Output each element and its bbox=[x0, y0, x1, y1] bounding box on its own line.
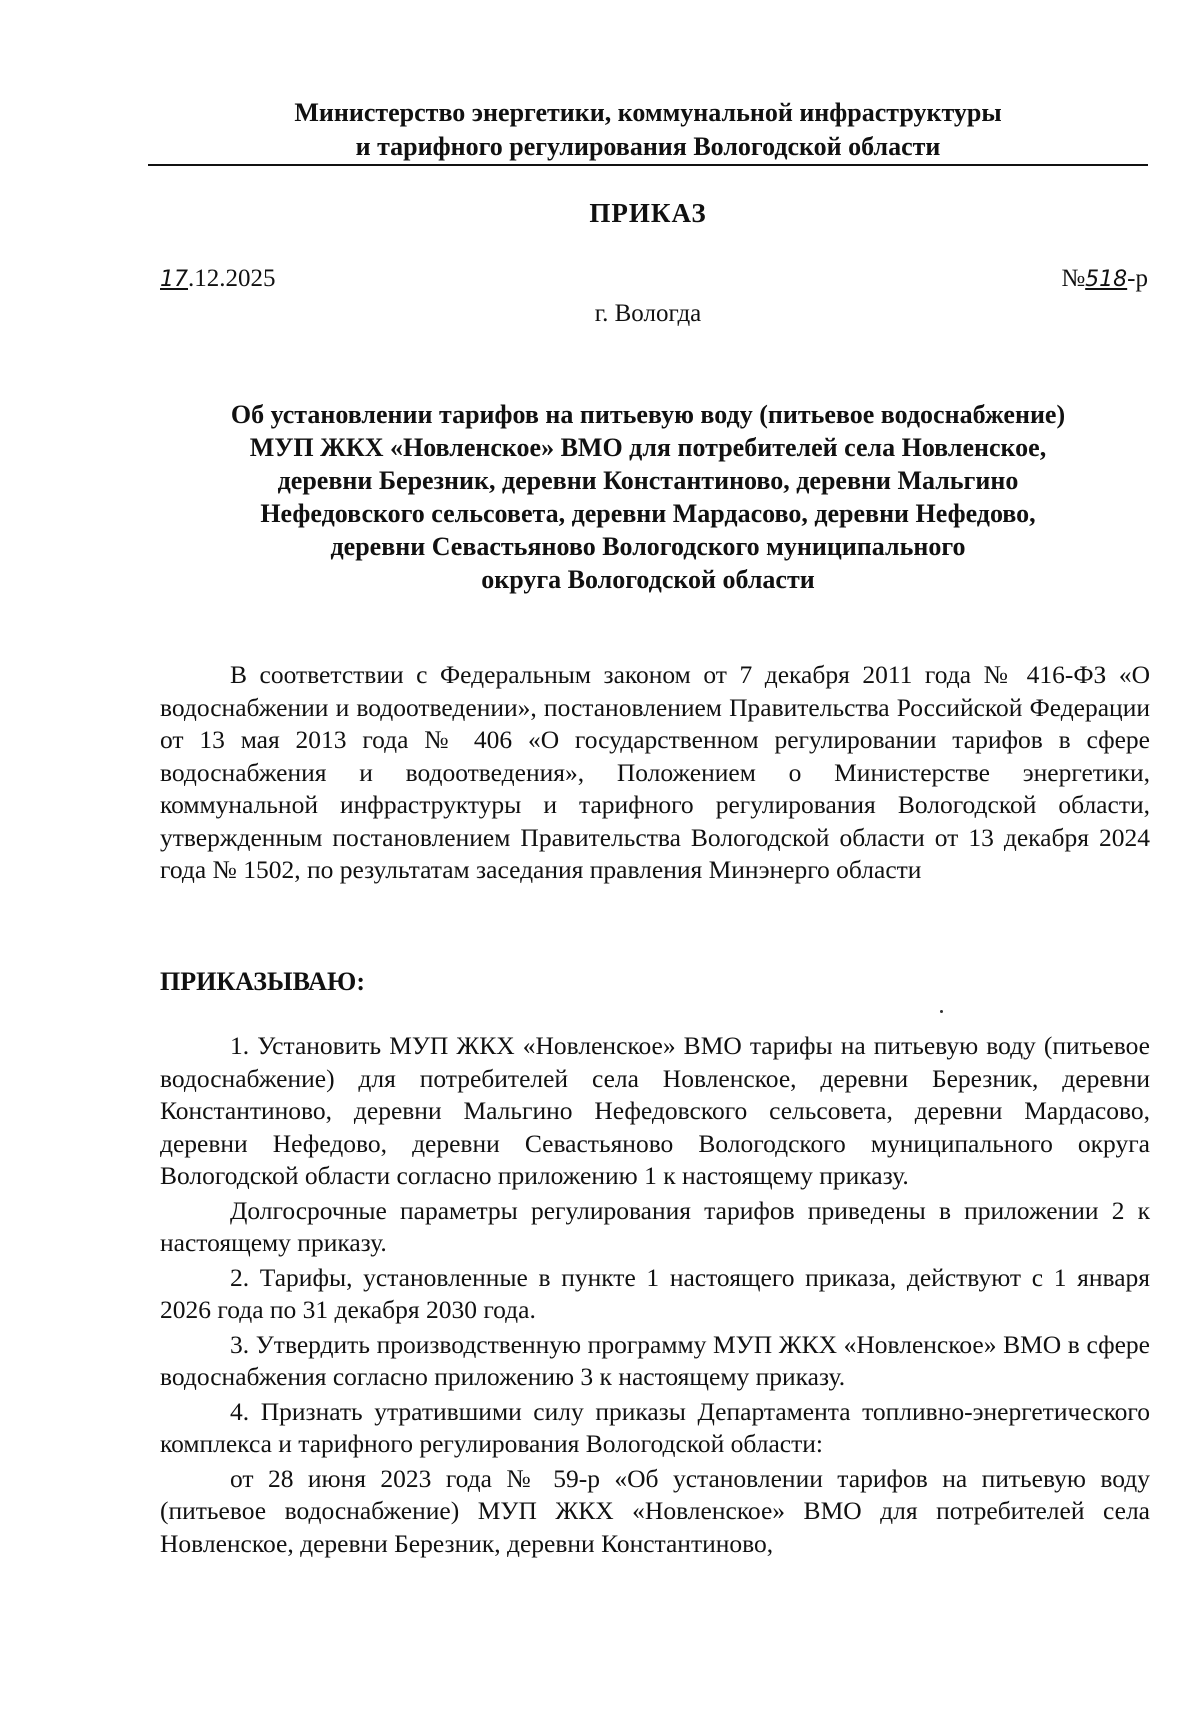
city: г. Вологда bbox=[594, 300, 702, 327]
subject-line: деревни Березник, деревни Константиново, деревни Мальгино bbox=[277, 466, 1019, 495]
date-rest: .12.2025 bbox=[188, 265, 276, 292]
order-date bbox=[160, 265, 276, 293]
subject-line: округа Вологодской области bbox=[481, 565, 815, 594]
order-word: ПРИКАЗЫВАЮ: bbox=[160, 967, 365, 996]
handwritten-number: 518 bbox=[1085, 267, 1128, 292]
order-items bbox=[160, 1030, 1150, 1562]
order-number bbox=[1061, 265, 1148, 293]
subject-line: МУП ЖКХ «Новленское» ВМО для потребителей села Новленское, bbox=[249, 433, 1047, 462]
order-title: ПРИКАЗ bbox=[589, 198, 707, 228]
order-item: от 28 июня 2023 года № 59-р «Об установлении тарифов на питьевую воду (питьевое водоснабжение) МУП ЖКХ «Новленское» ВМО для потребителей села Новленское, деревни Березник, деревни Константиново, bbox=[160, 1463, 1150, 1558]
order-item: 3. Утвердить производственную программу МУП ЖКХ «Новленское» ВМО в сфере водоснабжения согласно приложению 3 к настоящему приказу. bbox=[160, 1329, 1150, 1391]
number-suffix: -р bbox=[1127, 265, 1148, 292]
ministry-line-1: Министерство энергетики, коммунальной инфраструктуры bbox=[294, 98, 1002, 127]
order-item: 1. Установить МУП ЖКХ «Новленское» ВМО тарифы на питьевую воду (питьевое водоснабжение) для потребителей села Новленское, деревни Березник, деревни Константиново, деревни Мальгино Нефедовского сельсовета, деревни Мардасово, деревни Нефедово, деревни Севастьяново Вологодского муниципального округа Вологодской области согласно приложению 1 к настоящему приказу. bbox=[160, 1031, 1150, 1190]
preamble-paragraph: В соответствии с Федеральным законом от 7 декабря 2011 года № 416-ФЗ «О водоснабжении и водоотведении», постановлением Правительства Российской Федерации от 13 мая 2013 года № 406 «О государственном регулировании тарифов в сфере водоснабжения и водоотведения», Положением о Министерстве энергетики, коммунальной инфраструктуры и тарифного регулирования Вологодской области, утвержденным постановлением Правительства Вологодской области от 13 декабря 2024 года № 1502, по результатам заседания правления Минэнерго области bbox=[160, 660, 1150, 884]
header-rule bbox=[148, 164, 1148, 166]
scan-speck bbox=[940, 1010, 943, 1013]
order-item: Долгосрочные параметры регулирования тарифов приведены в приложении 2 к настоящему приказу. bbox=[160, 1195, 1150, 1257]
order-item: 2. Тарифы, установленные в пункте 1 настоящего приказа, действуют с 1 января 2026 года по 31 декабря 2030 года. bbox=[160, 1262, 1150, 1324]
subject-line: Нефедовского сельсовета, деревни Мардасово, деревни Нефедово, bbox=[260, 499, 1036, 528]
ministry-header bbox=[148, 96, 1148, 164]
number-prefix: № bbox=[1061, 265, 1086, 292]
order-item: 4. Признать утратившими силу приказы Департамента топливно-энергетического комплекса и тарифного регулирования Вологодской области: bbox=[160, 1396, 1150, 1458]
order-subject bbox=[148, 398, 1148, 596]
handwritten-day: 17 bbox=[160, 267, 188, 292]
subject-line: Об установлении тарифов на питьевую воду (питьевое водоснабжение) bbox=[230, 400, 1066, 429]
ministry-line-2: и тарифного регулирования Вологодской области bbox=[355, 132, 941, 161]
subject-line: деревни Севастьяново Вологодского муниципального bbox=[330, 532, 966, 561]
